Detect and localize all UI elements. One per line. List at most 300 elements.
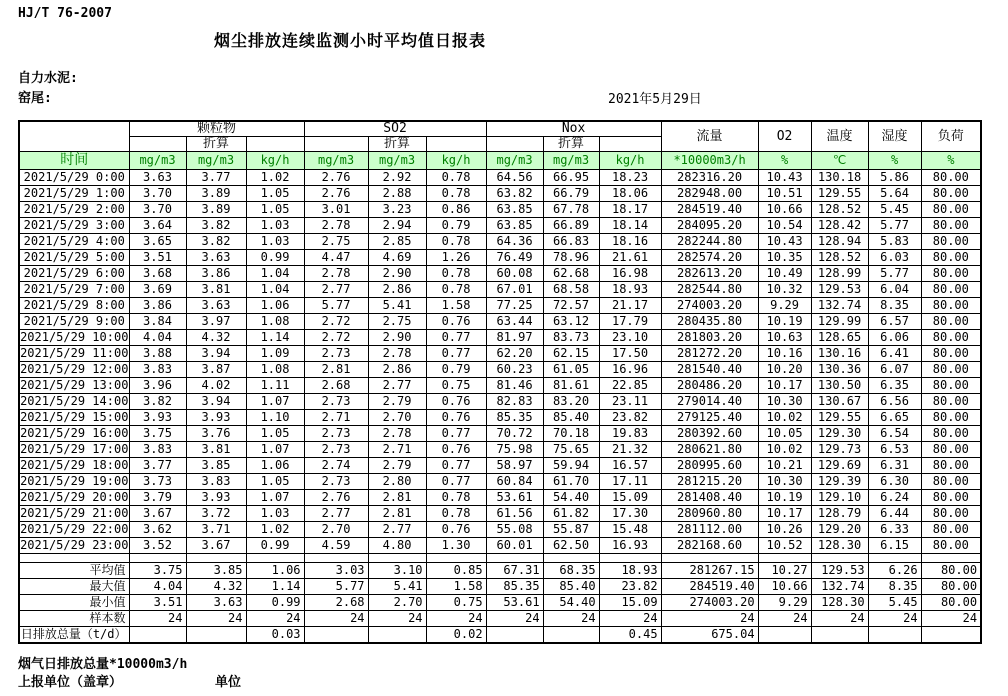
value-cell: 3.63 <box>186 298 246 314</box>
value-cell: 2.72 <box>304 330 368 346</box>
unit-header: mg/m3 <box>186 152 246 170</box>
summary-value-cell: 80.00 <box>921 595 981 611</box>
summary-value-cell: 675.04 <box>661 627 758 644</box>
summary-value-cell: 80.00 <box>921 579 981 595</box>
value-cell: 62.20 <box>486 346 543 362</box>
value-cell: 64.56 <box>486 170 543 186</box>
value-cell: 80.00 <box>921 490 981 506</box>
so2-group-header: SO2 <box>304 121 486 137</box>
summary-value-cell: 68.35 <box>543 563 599 579</box>
value-cell: 3.86 <box>186 266 246 282</box>
value-cell: 58.97 <box>486 458 543 474</box>
summary-value-cell: 85.35 <box>486 579 543 595</box>
value-cell: 75.65 <box>543 442 599 458</box>
value-cell: 0.77 <box>426 346 486 362</box>
value-cell: 1.30 <box>426 538 486 554</box>
unit-header: mg/m3 <box>304 152 368 170</box>
value-cell: 80.00 <box>921 506 981 522</box>
value-cell: 3.85 <box>186 458 246 474</box>
value-cell: 10.02 <box>758 410 811 426</box>
value-cell: 2.85 <box>368 234 426 250</box>
blank-cell <box>811 554 868 563</box>
summary-value-cell: 0.85 <box>426 563 486 579</box>
value-cell: 129.30 <box>811 426 868 442</box>
value-cell: 3.73 <box>129 474 186 490</box>
pm-converted-header: 折算 <box>186 137 246 152</box>
unit-header: mg/m3 <box>486 152 543 170</box>
summary-value-cell: 10.27 <box>758 563 811 579</box>
value-cell: 279014.40 <box>661 394 758 410</box>
value-cell: 2.88 <box>368 186 426 202</box>
time-header-spacer <box>19 121 129 152</box>
value-cell: 61.05 <box>543 362 599 378</box>
value-cell: 55.87 <box>543 522 599 538</box>
hourly-row <box>19 538 981 554</box>
value-cell: 3.83 <box>186 474 246 490</box>
value-cell: 0.76 <box>426 394 486 410</box>
value-cell: 10.16 <box>758 346 811 362</box>
value-cell: 282574.20 <box>661 250 758 266</box>
value-cell: 83.20 <box>543 394 599 410</box>
value-cell: 281112.00 <box>661 522 758 538</box>
value-cell: 3.86 <box>129 298 186 314</box>
blank-cell <box>368 554 426 563</box>
value-cell: 3.93 <box>186 490 246 506</box>
value-cell: 1.05 <box>246 474 304 490</box>
value-cell: 63.85 <box>486 218 543 234</box>
value-cell: 280995.60 <box>661 458 758 474</box>
value-cell: 2.86 <box>368 362 426 378</box>
value-cell: 2.77 <box>368 378 426 394</box>
summary-value-cell <box>368 627 426 644</box>
summary-value-cell <box>758 627 811 644</box>
value-cell: 10.30 <box>758 474 811 490</box>
value-cell: 0.78 <box>426 506 486 522</box>
summary-value-cell: 24 <box>368 611 426 627</box>
value-cell: 1.05 <box>246 186 304 202</box>
value-cell: 0.79 <box>426 362 486 378</box>
value-cell: 128.65 <box>811 330 868 346</box>
value-cell: 19.83 <box>599 426 661 442</box>
summary-value-cell: 5.45 <box>868 595 921 611</box>
value-cell: 280392.60 <box>661 426 758 442</box>
value-cell: 78.96 <box>543 250 599 266</box>
time-cell: 2021/5/29 23:00 <box>20 538 129 552</box>
value-cell: 18.23 <box>599 170 661 186</box>
summary-row <box>19 611 981 627</box>
value-cell: 2.75 <box>304 234 368 250</box>
value-cell: 10.54 <box>758 218 811 234</box>
value-cell: 3.51 <box>129 250 186 266</box>
value-cell: 10.52 <box>758 538 811 554</box>
value-cell: 18.14 <box>599 218 661 234</box>
blank-cell <box>599 554 661 563</box>
value-cell: 1.06 <box>246 458 304 474</box>
value-cell: 70.18 <box>543 426 599 442</box>
value-cell: 3.93 <box>129 410 186 426</box>
value-cell: 3.77 <box>186 170 246 186</box>
value-cell: 0.77 <box>426 426 486 442</box>
value-cell: 128.42 <box>811 218 868 234</box>
value-cell: 0.75 <box>426 378 486 394</box>
value-cell: 16.93 <box>599 538 661 554</box>
value-cell: 2.78 <box>368 426 426 442</box>
value-cell: 80.00 <box>921 298 981 314</box>
blank-cell <box>426 554 486 563</box>
value-cell: 80.00 <box>921 202 981 218</box>
value-cell: 129.55 <box>811 186 868 202</box>
value-cell: 2.81 <box>368 490 426 506</box>
value-cell: 10.43 <box>758 170 811 186</box>
value-cell: 80.00 <box>921 474 981 490</box>
value-cell: 0.78 <box>426 266 486 282</box>
summary-label: 最小值 <box>19 595 129 611</box>
value-cell: 5.64 <box>868 186 921 202</box>
value-cell: 63.44 <box>486 314 543 330</box>
time-cell: 2021/5/29 16:00 <box>20 426 129 440</box>
summary-value-cell: 0.45 <box>599 627 661 644</box>
value-cell: 1.02 <box>246 170 304 186</box>
value-cell: 5.41 <box>368 298 426 314</box>
value-cell: 23.11 <box>599 394 661 410</box>
value-cell: 80.00 <box>921 282 981 298</box>
value-cell: 129.69 <box>811 458 868 474</box>
value-cell: 1.06 <box>246 298 304 314</box>
monitoring-report-table <box>18 120 982 644</box>
group-header-row <box>19 121 981 137</box>
value-cell: 129.10 <box>811 490 868 506</box>
unit-label: 单位 <box>215 675 242 690</box>
value-cell: 282244.80 <box>661 234 758 250</box>
value-cell: 4.80 <box>368 538 426 554</box>
value-cell: 70.72 <box>486 426 543 442</box>
summary-value-cell: 24 <box>661 611 758 627</box>
time-cell: 2021/5/29 13:00 <box>20 378 129 392</box>
value-cell: 5.86 <box>868 170 921 186</box>
value-cell: 130.16 <box>811 346 868 362</box>
value-cell: 1.05 <box>246 426 304 442</box>
value-cell: 281272.20 <box>661 346 758 362</box>
time-cell: 2021/5/29 5:00 <box>19 250 129 266</box>
value-cell: 1.58 <box>426 298 486 314</box>
value-cell: 67.01 <box>486 282 543 298</box>
value-cell: 3.93 <box>186 410 246 426</box>
value-cell: 80.00 <box>921 234 981 250</box>
hourly-row <box>19 522 981 538</box>
value-cell: 10.43 <box>758 234 811 250</box>
time-cell: 2021/5/29 2:00 <box>19 202 129 218</box>
value-cell: 3.81 <box>186 282 246 298</box>
hourly-row <box>19 346 981 362</box>
value-cell: 2.79 <box>368 458 426 474</box>
time-cell: 2021/5/29 22:00 <box>20 522 129 536</box>
hourly-row <box>19 282 981 298</box>
time-cell: 2021/5/29 21:00 <box>20 506 129 520</box>
time-cell: 2021/5/29 20:00 <box>20 490 129 504</box>
value-cell: 53.61 <box>486 490 543 506</box>
value-cell: 1.07 <box>246 394 304 410</box>
value-cell: 2.80 <box>368 474 426 490</box>
summary-value-cell: 24 <box>129 611 186 627</box>
value-cell: 59.94 <box>543 458 599 474</box>
time-cell: 2021/5/29 18:00 <box>20 458 129 472</box>
value-cell: 130.67 <box>811 394 868 410</box>
value-cell: 23.10 <box>599 330 661 346</box>
summary-value-cell: 0.03 <box>246 627 304 644</box>
blank-cell <box>661 554 758 563</box>
flue-total-note: 烟气日排放总量*10000m3/h <box>18 657 188 672</box>
value-cell: 282316.20 <box>661 170 758 186</box>
value-cell: 1.04 <box>246 266 304 282</box>
value-cell: 5.77 <box>304 298 368 314</box>
value-cell: 5.83 <box>868 234 921 250</box>
value-cell: 80.00 <box>921 186 981 202</box>
value-cell: 66.95 <box>543 170 599 186</box>
value-cell: 66.83 <box>543 234 599 250</box>
value-cell: 10.51 <box>758 186 811 202</box>
summary-value-cell: 24 <box>186 611 246 627</box>
value-cell: 3.63 <box>129 170 186 186</box>
unit-header: mg/m3 <box>543 152 599 170</box>
time-header: 时间 <box>19 152 129 170</box>
value-cell: 0.86 <box>426 202 486 218</box>
time-cell: 2021/5/29 19:00 <box>20 474 129 488</box>
value-cell: 281803.20 <box>661 330 758 346</box>
time-cell: 2021/5/29 8:00 <box>19 298 129 314</box>
summary-value-cell: 129.53 <box>811 563 868 579</box>
value-cell: 10.35 <box>758 250 811 266</box>
value-cell: 6.06 <box>868 330 921 346</box>
value-cell: 6.33 <box>868 522 921 538</box>
value-cell: 1.08 <box>246 314 304 330</box>
value-cell: 2.78 <box>368 346 426 362</box>
summary-value-cell: 281267.15 <box>661 563 758 579</box>
value-cell: 80.00 <box>921 218 981 234</box>
value-cell: 284519.40 <box>661 202 758 218</box>
value-cell: 6.03 <box>868 250 921 266</box>
value-cell: 280960.80 <box>661 506 758 522</box>
value-cell: 130.50 <box>811 378 868 394</box>
value-cell: 279125.40 <box>661 410 758 426</box>
value-cell: 3.82 <box>129 394 186 410</box>
value-cell: 1.03 <box>246 218 304 234</box>
value-cell: 0.76 <box>426 410 486 426</box>
value-cell: 3.67 <box>186 538 246 554</box>
summary-value-cell: 2.68 <box>304 595 368 611</box>
value-cell: 15.48 <box>599 522 661 538</box>
value-cell: 54.40 <box>543 490 599 506</box>
hourly-row <box>19 394 981 410</box>
value-cell: 129.53 <box>811 282 868 298</box>
value-cell: 3.67 <box>129 506 186 522</box>
summary-value-cell: 0.02 <box>426 627 486 644</box>
summary-value-cell: 24 <box>304 611 368 627</box>
time-cell: 2021/5/29 12:00 <box>20 362 129 376</box>
value-cell: 80.00 <box>921 330 981 346</box>
value-cell: 2.73 <box>304 442 368 458</box>
blank-cell <box>486 554 543 563</box>
summary-value-cell: 24 <box>543 611 599 627</box>
summary-value-cell: 1.06 <box>246 563 304 579</box>
value-cell: 128.79 <box>811 506 868 522</box>
value-cell: 85.35 <box>486 410 543 426</box>
summary-value-cell: 80.00 <box>921 563 981 579</box>
unit-header: kg/h <box>246 152 304 170</box>
value-cell: 3.97 <box>186 314 246 330</box>
value-cell: 3.63 <box>186 250 246 266</box>
value-cell: 76.49 <box>486 250 543 266</box>
value-cell: 80.00 <box>921 522 981 538</box>
summary-value-cell: 5.41 <box>368 579 426 595</box>
value-cell: 3.87 <box>186 362 246 378</box>
value-cell: 2.81 <box>368 506 426 522</box>
summary-label: 样本数 <box>19 611 129 627</box>
summary-row <box>19 595 981 611</box>
value-cell: 2.76 <box>304 490 368 506</box>
value-cell: 80.00 <box>921 394 981 410</box>
value-cell: 0.76 <box>426 314 486 330</box>
value-cell: 2.71 <box>368 442 426 458</box>
value-cell: 17.50 <box>599 346 661 362</box>
value-cell: 72.57 <box>543 298 599 314</box>
value-cell: 3.75 <box>129 426 186 442</box>
value-cell: 0.99 <box>246 250 304 266</box>
value-cell: 60.84 <box>486 474 543 490</box>
value-cell: 62.68 <box>543 266 599 282</box>
blank-cell <box>486 137 543 152</box>
value-cell: 4.69 <box>368 250 426 266</box>
value-cell: 2.75 <box>368 314 426 330</box>
unit-header: % <box>921 152 981 170</box>
value-cell: 1.09 <box>246 346 304 362</box>
summary-label: 最大值 <box>19 579 129 595</box>
value-cell: 10.19 <box>758 314 811 330</box>
value-cell: 3.70 <box>129 202 186 218</box>
value-cell: 281215.20 <box>661 474 758 490</box>
value-cell: 10.32 <box>758 282 811 298</box>
value-cell: 6.30 <box>868 474 921 490</box>
blank-cell <box>426 137 486 152</box>
value-cell: 60.08 <box>486 266 543 282</box>
value-cell: 10.66 <box>758 202 811 218</box>
value-cell: 128.99 <box>811 266 868 282</box>
value-cell: 63.85 <box>486 202 543 218</box>
blank-cell <box>304 137 368 152</box>
value-cell: 6.24 <box>868 490 921 506</box>
value-cell: 0.77 <box>426 458 486 474</box>
value-cell: 3.82 <box>186 218 246 234</box>
value-cell: 1.05 <box>246 202 304 218</box>
value-cell: 81.46 <box>486 378 543 394</box>
blank-cell <box>868 554 921 563</box>
unit-header: mg/m3 <box>129 152 186 170</box>
value-cell: 6.44 <box>868 506 921 522</box>
value-cell: 66.89 <box>543 218 599 234</box>
hourly-row <box>19 314 981 330</box>
value-cell: 2.73 <box>304 394 368 410</box>
humidity-header: 湿度 <box>868 121 921 152</box>
value-cell: 1.07 <box>246 490 304 506</box>
value-cell: 80.00 <box>921 362 981 378</box>
summary-label <box>19 627 129 644</box>
spacer-row <box>19 554 981 563</box>
value-cell: 2.73 <box>304 346 368 362</box>
value-cell: 128.94 <box>811 234 868 250</box>
value-cell: 80.00 <box>921 458 981 474</box>
summary-value-cell: 15.09 <box>599 595 661 611</box>
summary-value-cell: 24 <box>758 611 811 627</box>
hourly-row <box>19 506 981 522</box>
value-cell: 18.93 <box>599 282 661 298</box>
value-cell: 130.18 <box>811 170 868 186</box>
summary-value-cell: 3.10 <box>368 563 426 579</box>
summary-value-cell: 3.03 <box>304 563 368 579</box>
value-cell: 2.78 <box>304 266 368 282</box>
hourly-rows <box>19 170 981 644</box>
value-cell: 10.02 <box>758 442 811 458</box>
value-cell: 85.40 <box>543 410 599 426</box>
time-cell: 2021/5/29 9:00 <box>19 314 129 330</box>
value-cell: 6.35 <box>868 378 921 394</box>
value-cell: 16.57 <box>599 458 661 474</box>
value-cell: 3.81 <box>186 442 246 458</box>
value-cell: 130.36 <box>811 362 868 378</box>
value-cell: 0.78 <box>426 490 486 506</box>
value-cell: 0.78 <box>426 234 486 250</box>
value-cell: 0.76 <box>426 442 486 458</box>
value-cell: 2.77 <box>304 506 368 522</box>
blank-cell <box>246 137 304 152</box>
summary-value-cell <box>868 627 921 644</box>
summary-value-cell: 0.99 <box>246 595 304 611</box>
summary-value-cell: 1.14 <box>246 579 304 595</box>
summary-value-cell <box>543 627 599 644</box>
summary-value-cell: 0.75 <box>426 595 486 611</box>
value-cell: 15.09 <box>599 490 661 506</box>
summary-value-cell: 54.40 <box>543 595 599 611</box>
flow-header: 流量 <box>661 121 758 152</box>
value-cell: 10.26 <box>758 522 811 538</box>
value-cell: 80.00 <box>921 426 981 442</box>
summary-value-cell: 4.04 <box>129 579 186 595</box>
value-cell: 63.82 <box>486 186 543 202</box>
value-cell: 281408.40 <box>661 490 758 506</box>
value-cell: 3.71 <box>186 522 246 538</box>
value-cell: 2.68 <box>304 378 368 394</box>
summary-value-cell: 4.32 <box>186 579 246 595</box>
value-cell: 10.19 <box>758 490 811 506</box>
value-cell: 61.82 <box>543 506 599 522</box>
value-cell: 3.94 <box>186 394 246 410</box>
value-cell: 60.01 <box>486 538 543 554</box>
time-cell: 2021/5/29 0:00 <box>19 170 129 186</box>
value-cell: 21.17 <box>599 298 661 314</box>
hourly-row <box>19 250 981 266</box>
hourly-row <box>19 490 981 506</box>
value-cell: 10.21 <box>758 458 811 474</box>
value-cell: 2.70 <box>304 522 368 538</box>
summary-value-cell <box>811 627 868 644</box>
value-cell: 3.94 <box>186 346 246 362</box>
value-cell: 280486.20 <box>661 378 758 394</box>
time-cell: 2021/5/29 1:00 <box>19 186 129 202</box>
value-cell: 67.78 <box>543 202 599 218</box>
value-cell: 3.64 <box>129 218 186 234</box>
value-cell: 80.00 <box>921 266 981 282</box>
value-cell: 17.79 <box>599 314 661 330</box>
summary-value-cell: 1.58 <box>426 579 486 595</box>
value-cell: 6.57 <box>868 314 921 330</box>
